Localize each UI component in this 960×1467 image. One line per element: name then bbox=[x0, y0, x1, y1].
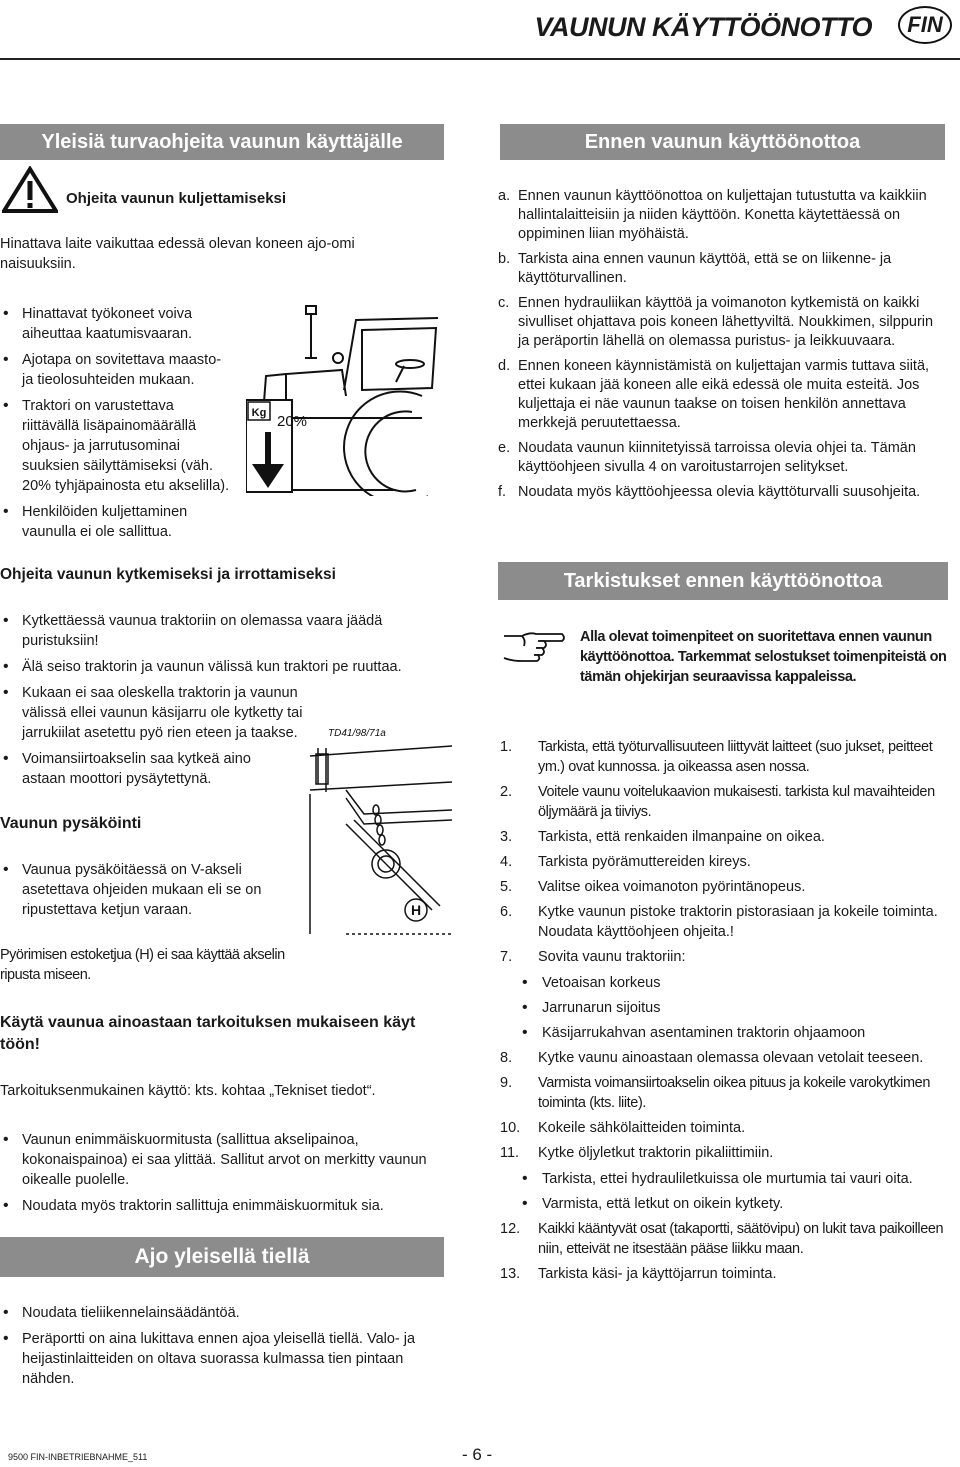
list-item: • Noudata tieliikennelainsäädäntöä. bbox=[0, 1303, 448, 1323]
checks-note: Alla olevat toimenpiteet on suoritettava ennen vaunun käyttöönottoa. Tarkemmat selostukset toimenpiteistä on tämän ohjekirjan seuraavissa kappaleissa. bbox=[580, 629, 947, 685]
list-item: • Käsijarrukahvan asentaminen traktorin ohjaamoon bbox=[520, 1023, 950, 1043]
list-item: 7. Sovita vaunu traktoriin: • Vetoaisan korkeus • Jarrunarun sijoitus • Käsijarrukahvan asentaminen traktorin ohjaamoon bbox=[498, 947, 950, 1043]
list-item: 6. Kytke vaunun pistoke traktorin pistorasiaan ja kokeile toiminta. Noudata käyttöohjeen ohjeita.! bbox=[500, 904, 938, 940]
list-item: • Kukaan ei saa oleskella traktorin ja vaunun välissä ellei vaunun käsijarru ole kytketty tai jarrukiilat asetettu pyö rien eteen ja taakse. bbox=[0, 683, 310, 743]
transport-list bbox=[0, 304, 232, 548]
list-item: 12. Kaikki kääntyvät osat (takaportti, säätövipu) on lukit tava paikoilleen niin, etteivät ne itsestään pääse liikku maan. bbox=[500, 1221, 944, 1257]
coupling-heading: Ohjeita vaunun kytkemiseksi ja irrottamiseksi bbox=[0, 566, 336, 583]
safety-banner: Yleisiä turvaohjeita vaunun käyttäjälle bbox=[0, 124, 444, 160]
list-item: 5. Valitse oikea voimanoton pyörintänopeus. bbox=[500, 879, 806, 895]
list-item: • Älä seiso traktorin ja vaunun välissä kun traktori pe ruuttaa. bbox=[0, 657, 448, 677]
transport-heading: Ohjeita vaunun kuljettamiseksi bbox=[66, 190, 287, 207]
list-item: b. Tarkista aina ennen vaunun käyttöä, että se on liikenne- ja käyttöturvallinen. bbox=[498, 251, 892, 286]
before-use-list bbox=[498, 187, 948, 508]
drawing-marker-h: H bbox=[410, 902, 422, 918]
list-item: • Tarkista, ettei hydrauliletkuissa ole murtumia tai vauri oita. bbox=[520, 1169, 950, 1189]
list-item: • Vetoaisan korkeus bbox=[520, 973, 950, 993]
list-item: 2. Voitele vaunu voitelukaavion mukaisesti. tarkista kul mavaihteiden öljymäärä ja tiiviys. bbox=[500, 784, 935, 820]
list-item: 10. Kokeile sähkölaitteiden toiminta. bbox=[500, 1120, 746, 1136]
list-item: • Kytkettäessä vaunua traktoriin on olemassa vaara jäädä puristuksiin! bbox=[0, 611, 448, 651]
header-rule bbox=[0, 58, 960, 60]
list-item: 9. Varmista voimansiirtoakselin oikea pituus ja kokeile varokytkimen toiminta (kts. liite). bbox=[500, 1075, 930, 1111]
list-item: 8. Kytke vaunu ainoastaan olemassa olevaan vetolait teeseen. bbox=[500, 1050, 924, 1066]
axle-chain-drawing bbox=[306, 724, 452, 936]
document-code: 9500 FIN-INBETRIEBNAHME_511 bbox=[8, 1452, 148, 1462]
checks-list bbox=[498, 737, 950, 1289]
load-list bbox=[0, 1130, 448, 1222]
list-item: • Voimansiirtoakselin saa kytkeä aino astaan moottori pysäytettynä. bbox=[0, 749, 290, 789]
list-item: • Jarrunarun sijoitus bbox=[520, 998, 950, 1018]
language-badge bbox=[898, 6, 952, 44]
purpose-text: Tarkoituksenmukainen käyttö: kts. kohtaa „Tekniset tiedot“. bbox=[0, 1083, 376, 1099]
list-item: • Vaunun enimmäiskuormitusta (sallittua akselipainoa, kokonaispainoa) ei saa ylittää. Sallitut arvot on merkitty vaunun oikealle puolelle. bbox=[0, 1130, 448, 1190]
before-use-banner: Ennen vaunun käyttöönottoa bbox=[500, 124, 945, 160]
list-item: • Vaunua pysäköitäessä on V-akseli asetettava ohjeiden mukaan eli se on ripustettava ketjun varaan. bbox=[0, 860, 300, 920]
pointing-hand-icon bbox=[500, 628, 566, 666]
road-list bbox=[0, 1303, 448, 1395]
ballast-percent-label: 20% bbox=[276, 413, 308, 430]
road-banner: Ajo yleisellä tiellä bbox=[0, 1237, 444, 1277]
page-header bbox=[0, 0, 960, 60]
list-item: 1. Tarkista, että työturvallisuuteen liittyvät laitteet (suo jukset, peitteet ym.) ovat kunnossa. ja oikeassa asen nossa. bbox=[500, 739, 933, 775]
warning-triangle-icon bbox=[2, 166, 58, 214]
list-item: • Peräportti on aina lukittava ennen ajoa yleisellä tiellä. Valo- ja heijastinlaitteiden on oltava suorassa kulmassa tien pintaan nähden. bbox=[0, 1329, 448, 1389]
purpose-heading: Käytä vaunua ainoastaan tarkoituksen mukaiseen käyt töön! bbox=[0, 1014, 416, 1053]
list-item: f. Noudata myös käyttöohjeessa olevia käyttöturvalli suusohjeita. bbox=[498, 484, 921, 500]
sub-list bbox=[498, 973, 950, 1043]
list-item: • Noudata myös traktorin sallittuja enimmäiskuormituk sia. bbox=[0, 1196, 448, 1216]
list-item: c. Ennen hydrauliikan käyttöä ja voimanoton kytkemistä on kaikki sivulliset ohjattava pois koneen lähettyviltä. Noukkimen, silppurin ja peräportin lähellä on olemassa puristus- ja leikkuuvaara. bbox=[498, 295, 934, 349]
page-title: VAUNUN KÄYTTÖÖNOTTO bbox=[534, 12, 872, 42]
transport-intro: Hinattava laite vaikuttaa edessä olevan koneen ajo-omi naisuuksiin. bbox=[0, 236, 355, 272]
list-item: d. Ennen koneen käynnistämistä on kuljettajan varmis tuttava siitä, ettei kukaan jää koneen alle eikä edessä ole muita esteitä. Jos kuljettaja ei näe vaunun taakse on toisen henkilön annettava merkkejä peruutettaessa. bbox=[498, 358, 930, 431]
checks-banner: Tarkistukset ennen käyttöönottoa bbox=[498, 562, 948, 600]
list-item: • Varmista, että letkut on oikein kytkety. bbox=[520, 1194, 950, 1214]
sub-list bbox=[498, 1169, 950, 1214]
list-item: • Hinattavat työkoneet voiva aiheuttaa kaatumisvaaran. bbox=[0, 304, 232, 344]
parking-list bbox=[0, 860, 300, 926]
parking-heading: Vaunun pysäköinti bbox=[0, 815, 142, 832]
list-item: e. Noudata vaunun kiinnitetyissä tarroissa olevia ohjei ta. Tämän käyttöohjeen sivulla 4 on varoitustarrojen selitykset. bbox=[498, 440, 916, 475]
list-item: • Ajotapa on sovitettava maasto- ja tieolosuhteiden mukaan. bbox=[0, 350, 232, 390]
list-item: 4. Tarkista pyörämuttereiden kireys. bbox=[500, 854, 751, 870]
list-item: 3. Tarkista, että renkaiden ilmanpaine on oikea. bbox=[500, 829, 825, 845]
list-item: 13. Tarkista käsi- ja käyttöjarrun toiminta. bbox=[500, 1266, 777, 1282]
chain-note: Pyörimisen estoketjua (H) ei saa käyttää akselin ripusta miseen. bbox=[0, 947, 285, 983]
kg-label: Kg bbox=[251, 407, 267, 419]
tractor-ballast-illustration bbox=[246, 300, 442, 496]
list-item: a. Ennen vaunun käyttöönottoa on kuljettajan tutustutta va kaikkiin hallintalaitteisiin ja niiden käyttöön. Konetta käytettäessä on oppiminen liian myöhäistä. bbox=[498, 188, 927, 242]
list-item: • Traktori on varustettava riittävällä lisäpainomäärällä ohjaus- ja jarrutusominai suuksien säilyttämiseksi (väh. 20% tyhjäpainosta etu akselilla). bbox=[0, 396, 232, 496]
page-number: - 6 - bbox=[462, 1445, 493, 1464]
language-badge-label: FIN bbox=[907, 12, 943, 37]
drawing-code: TD41/98/71a bbox=[328, 728, 386, 739]
list-item: • Henkilöiden kuljettaminen vaunulla ei ole sallittua. bbox=[0, 502, 232, 542]
list-item: 11. Kytke öljyletkut traktorin pikaliittimiin. • Tarkista, ettei hydrauliletkuissa ole murtumia tai vauri oita. • Varmista, että letkut on oikein kytkety. bbox=[498, 1143, 950, 1214]
